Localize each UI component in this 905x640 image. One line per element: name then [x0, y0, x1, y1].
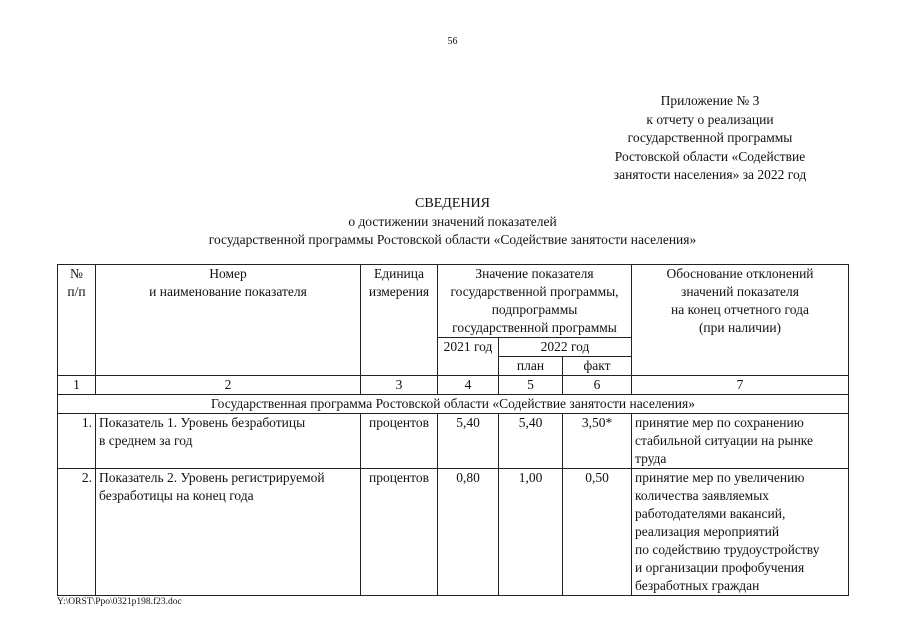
column-number: 5: [499, 376, 563, 395]
header-reason: Обоснование отклонений значений показателя на конец отчетного года (при наличии): [632, 265, 849, 376]
appendix-line: государственной программы: [627, 130, 793, 145]
appendix-line: к отчету о реализации: [646, 111, 774, 127]
section-title: Государственная программа Ростовской области «Содействие занятости населения»: [58, 395, 849, 414]
header-name: Номер и наименование показателя: [96, 265, 361, 376]
column-number: 2: [96, 376, 361, 395]
row-num: 1.: [58, 414, 96, 469]
row-value-fact: 3,50*: [563, 414, 632, 469]
document-subtitle-line: о достижении значений показателей: [348, 214, 557, 229]
indicators-table: [57, 264, 849, 596]
file-path-footer: Y:\ORST\Ppo\0321p198.f23.doc: [57, 597, 182, 607]
table-row: [58, 414, 849, 469]
row-value-fact: 0,50: [563, 469, 632, 596]
header-year-2022: 2022 год: [499, 338, 632, 357]
column-number: 3: [361, 376, 438, 395]
header-num: № п/п: [58, 265, 96, 376]
row-name: Показатель 2. Уровень регистрируемой безработицы на конец года: [96, 469, 361, 596]
column-number: 7: [632, 376, 849, 395]
appendix-line: Приложение № 3: [660, 93, 760, 108]
document-subtitle-line: государственной программы Ростовской области «Содействие занятости населения»: [208, 232, 697, 247]
row-value-2021: 5,40: [438, 414, 499, 469]
column-number: 1: [58, 376, 96, 395]
header-value-group: Значение показателя государственной программы, подпрограммы государственной программы: [438, 265, 632, 338]
header-plan: план: [499, 357, 563, 376]
column-number: 6: [563, 376, 632, 395]
header-unit: Единица измерения: [361, 265, 438, 376]
header-year-2021: 2021 год: [438, 338, 499, 376]
appendix-block: [580, 92, 840, 185]
row-num: 2.: [58, 469, 96, 596]
table-row: [58, 469, 849, 596]
row-name: Показатель 1. Уровень безработицы в среднем за год: [96, 414, 361, 469]
appendix-line: занятости населения» за 2022 год: [613, 167, 807, 182]
row-reason: принятие мер по сохранению стабильной ситуации на рынке труда: [632, 414, 849, 469]
page-number: 56: [447, 36, 458, 47]
row-unit: процентов: [361, 414, 438, 469]
column-number: 4: [438, 376, 499, 395]
document-title: СВЕДЕНИЯ: [415, 196, 490, 211]
row-value-2021: 0,80: [438, 469, 499, 596]
row-value-plan: 5,40: [499, 414, 563, 469]
row-value-plan: 1,00: [499, 469, 563, 596]
row-reason: принятие мер по увеличению количества заявляемых работодателями вакансий, реализация мероприятий по содействию трудоустройству и организации профобучения безработных граждан: [632, 469, 849, 596]
appendix-line: Ростовской области «Содействие: [614, 148, 806, 164]
header-fact: факт: [563, 357, 632, 376]
row-unit: процентов: [361, 469, 438, 596]
